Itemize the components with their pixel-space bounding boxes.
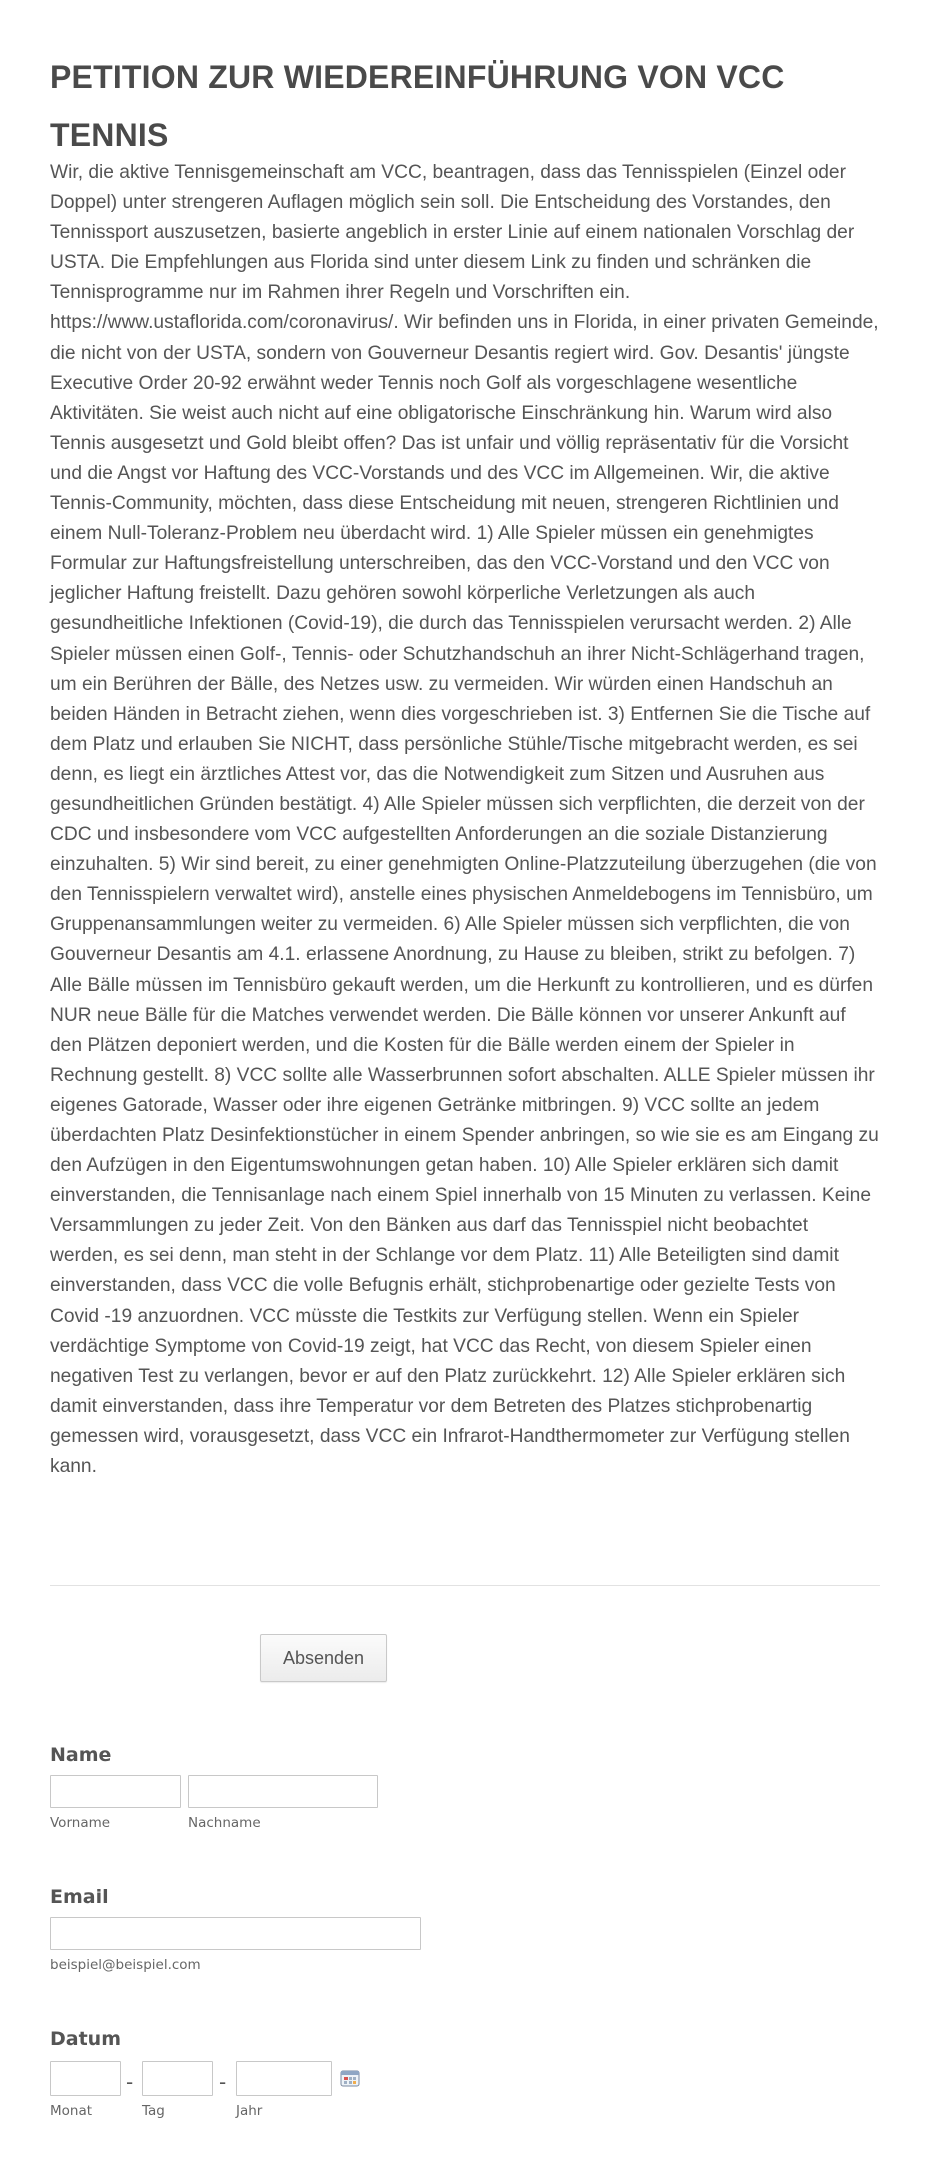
- name-label: Name: [50, 1744, 112, 1766]
- email-label: Email: [50, 1886, 109, 1908]
- petition-body-text: Wir, die aktive Tennisgemeinschaft am VCC, beantragen, dass das Tennisspielen (Einzel oder Doppel) unter strengeren Auflagen möglich sein soll. Die Entscheidung des Vorstandes, den Tennissport auszusetzen, basierte angeblich in erster Linie auf einem nationalen Vorschlag der USTA. Die Empfehlungen aus Florida sind unter diesem Link zu finden und schränken die Tennisprogramme nur im Rahmen ihrer Regeln und Vorschriften ein. https://www.ustaflorida.com/coronavirus/. Wir befinden uns in Florida, in einer privaten Gemeinde, die nicht von der USTA, sondern von Gouverneur Desantis regiert wird. Gov. Desantis' jüngste Executive Order 20-92 erwähnt weder Tennis noch Golf als vorgeschlagene wesentliche Aktivitäten. Sie weist auch nicht auf eine obligatorische Einschränkung hin. Warum wird also Tennis ausgesetzt und Gold bleibt offen? Das ist unfair und völlig repräsentativ für die Vorsicht und die Angst vor Haftung des VCC-Vorstands und des VCC im Allgemeinen. Wir, die aktive Tennis-Community, möchten, dass diese Entscheidung mit neuen, strengeren Richtlinien und einem Null-Toleranz-Problem neu überdacht wird. 1) Alle Spieler müssen ein genehmigtes Formular zur Haftungsfreistellung unterschreiben, das den VCC-Vorstand und den VCC von jeglicher Haftung freistellt. Dazu gehören sowohl körperliche Verletzungen als auch gesundheitliche Infektionen (Covid-19), die durch das Tennisspielen verursacht werden. 2) Alle Spieler müssen einen Golf-, Tennis- oder Schutzhandschuh an ihrer Nicht-Schlägerhand tragen, um ein Berühren der Bälle, des Netzes usw. zu vermeiden. Wir würden einen Handschuh an beiden Händen in Betracht ziehen, wenn dies vorgeschrieben ist. 3) Entfernen Sie die Tische auf dem Platz und erlauben Sie NICHT, dass persönliche Stühle/Tische mitgebracht werden, es sei denn, es liegt ein ärztliches Attest vor, das die Notwendigkeit zum Sitzen und Ausruhen aus gesundheitlichen Gründen bestätigt. 4) Alle Spieler müssen sich verpflichten, die derzeit von der CDC und insbesondere vom VCC aufgestellten Anforderungen an die soziale Distanzierung einzuhalten. 5) Wir sind bereit, zu einer genehmigten Online-Platzzuteilung überzugehen (die von den Tennisspielern verwaltet wird), anstelle eines physischen Anmeldebogens im Tennisbüro, um Gruppenansammlungen weiter zu vermeiden. 6) Alle Spieler müssen sich verpflichten, die von Gouverneur Desantis am 4.1. erlassene Anordnung, zu Hause zu bleiben, strikt zu befolgen. 7) Alle Bälle müssen im Tennisbüro gekauft werden, um die Herkunft zu kontrollieren, und es dürfen NUR neue Bälle für die Matches verwendet werden. Die Bälle können vor unserer Ankunft auf den Plätzen deponiert werden, und die Kosten für die Bälle werden einem der Spieler in Rechnung gestellt. 8) VCC sollte alle Wasserbrunnen sofort abschalten. ALLE Spieler müssen ihr eigenes Gatorade, Wasser oder ihre eigenen Getränke mitbringen. 9) VCC sollte an jedem überdachten Platz Desinfektionstücher in einem Spender anbringen, so wie sie es am Eingang zu den Aufzügen in den Eigentumswohnungen getan haben. 10) Alle Spieler erklären sich damit einverstanden, die Tennisanlage nach einem Spiel innerhalb von 15 Minuten zu verlassen. Keine Versammlungen zu jeder Zeit. Von den Bänken aus darf das Tennisspiel nicht beobachtet werden, es sei denn, man steht in der Schlange vor dem Platz. 11) Alle Beteiligten sind damit einverstanden, dass VCC die volle Befugnis erhält, stichprobenartige oder gezielte Tests von Covid -19 anzuordnen. VCC müsste die Testkits zur Verfügung stellen. Wenn ein Spieler verdächtige Symptome von Covid-19 zeigt, hat VCC das Recht, von diesem Spieler einen negativen Test zu verlangen, bevor er auf den Platz zurückkehrt. 12) Alle Spieler erklären sich damit einverstanden, dass ihre Temperatur vor dem Betreten des Platzes stichprobenartig gemessen wird, vorausgesetzt, dass VCC ein Infrarot-Handthermometer zur Verfügung stellen kann.: [50, 162, 879, 1478]
- date-separator: -: [126, 2070, 134, 2094]
- date-month-input[interactable]: [50, 2061, 121, 2096]
- email-input[interactable]: [50, 1917, 421, 1950]
- date-year-input[interactable]: [236, 2061, 332, 2096]
- email-sublabel: beispiel@beispiel.com: [50, 1957, 201, 1973]
- date-month-sublabel: Monat: [50, 2103, 93, 2119]
- last-name-sublabel: Nachname: [188, 1815, 261, 1831]
- submit-button[interactable]: Absenden: [260, 1634, 387, 1682]
- first-name-input[interactable]: [50, 1775, 181, 1808]
- first-name-sublabel: Vorname: [50, 1815, 111, 1831]
- last-name-input[interactable]: [188, 1775, 378, 1808]
- calendar-icon[interactable]: [340, 2069, 360, 2087]
- date-day-sublabel: Tag: [142, 2103, 165, 2119]
- section-divider: [50, 1585, 880, 1586]
- date-day-input[interactable]: [142, 2061, 213, 2096]
- date-label: Datum: [50, 2028, 121, 2050]
- page-title: PETITION ZUR WIEDEREINFÜHRUNG VON VCC TENNIS: [50, 59, 785, 153]
- date-year-sublabel: Jahr: [236, 2103, 263, 2119]
- date-separator: -: [219, 2070, 227, 2094]
